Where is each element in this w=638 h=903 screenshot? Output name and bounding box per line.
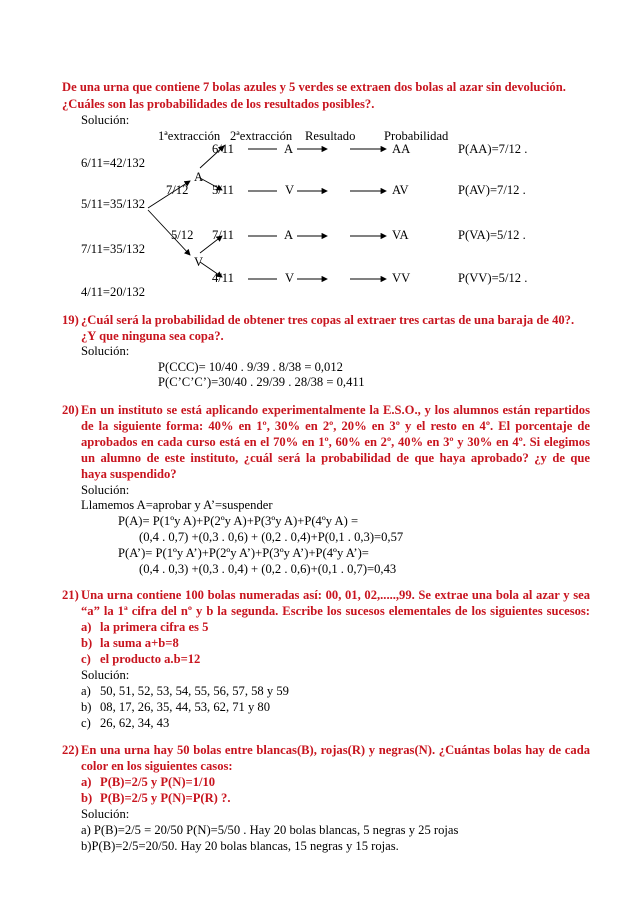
q22-text-line1: En una urna hay 50 bolas entre blancas(B), rojas(R) y negras(N). ¿Cuántas bolas hay de cada bbox=[81, 743, 590, 757]
tree-row2-second: V bbox=[285, 183, 295, 197]
tree-p1-V: 5/12 bbox=[171, 228, 194, 242]
q19-answer1: P(CCC)= 10/40 . 9/39 . 8/38 = 0,012 bbox=[158, 360, 343, 374]
q22-item-b: P(B)=2/5 y P(N)=P(R) ?. bbox=[100, 791, 231, 805]
q21-answer-a-key: a) bbox=[81, 684, 91, 698]
q22-number: 22) bbox=[62, 743, 79, 757]
q20-solution-line1: Llamemos A=aprobar y A’=suspender bbox=[81, 498, 273, 512]
q21-answer-a: 50, 51, 52, 53, 54, 55, 56, 57, 58 y 59 bbox=[100, 684, 289, 698]
tree-row1-second: A bbox=[284, 142, 294, 156]
q20-solution-line3: (0,4 . 0,7) +(0,3 . 0,6) + (0,2 . 0,4)+P(0,1 . 0,3)=0,57 bbox=[139, 530, 404, 544]
q21-answer-c-key: c) bbox=[81, 716, 91, 730]
q19-solution-label: Solución: bbox=[81, 344, 130, 358]
q21-item-a: la primera cifra es 5 bbox=[100, 620, 209, 634]
q21-item-b: la suma a+b=8 bbox=[100, 636, 179, 650]
tree-header-second-extraction: 2ªextracción bbox=[230, 129, 293, 143]
q21-answer-b: 08, 17, 26, 35, 44, 53, 62, 71 y 80 bbox=[100, 700, 271, 714]
q22-answer-b: b)P(B)=2/5=20/50. Hay 20 bolas blancas, 15 negras y 15 rojas. bbox=[81, 839, 399, 853]
q20-solution-line5: (0,4 . 0,3) +(0,3 . 0,4) + (0,2 . 0,6)+(0,1 . 0,7)=0,43 bbox=[139, 562, 397, 576]
tree-row3-second: A bbox=[284, 228, 294, 242]
q19-text-line1: ¿Cuál será la probabilidad de obtener tres copas al extraer tres cartas de una baraja de 40?. bbox=[81, 313, 575, 327]
tree-row2-p2: 5/11 bbox=[212, 183, 234, 197]
q20-solution-line4: P(A’)= P(1ºy A’)+P(2ºy A’)+P(3ºy A’)+P(4ºy A’)= bbox=[118, 546, 369, 560]
q20-text-line4: un alumno de este instituto, ¿cuál será la probabilidad de que haya aprobado? ¿y de que bbox=[81, 451, 590, 465]
tree-first-A: A bbox=[194, 170, 204, 184]
tree-row4-value: 4/11=20/132 bbox=[81, 285, 146, 299]
problem-statement-line2: ¿Cuáles son las probabilidades de los resultados posibles?. bbox=[62, 97, 375, 111]
q20-solution-label: Solución: bbox=[81, 483, 130, 497]
q19-text-line2: ¿Y que ninguna sea copa?. bbox=[81, 329, 224, 343]
tree-row1-prob: P(AA)=7/12 . bbox=[458, 142, 528, 156]
tree-row4-prob: P(VV)=5/12 . bbox=[458, 271, 528, 285]
q20-solution-line2: P(A)= P(1ºy A)+P(2ºy A)+P(3ºy A)+P(4ºy A) = bbox=[118, 514, 359, 528]
tree-header-result: Resultado bbox=[305, 129, 356, 143]
q21-text-line1: Una urna contiene 100 bolas numeradas así: 00, 01, 02,.....,99. Se extrae una bola al azar y sea bbox=[81, 588, 590, 602]
tree-row3-p2: 7/11 bbox=[212, 228, 234, 242]
q19-answer2: P(C’C’C’)=30/40 . 29/39 . 28/38 = 0,411 bbox=[158, 375, 365, 389]
tree-row3-value: 7/11=35/132 bbox=[81, 242, 146, 256]
tree-header-first-extraction: 1ªextracción bbox=[158, 129, 221, 143]
tree-row4-second: V bbox=[285, 271, 295, 285]
q21-answer-b-key: b) bbox=[81, 700, 92, 714]
q22-item-a-key: a) bbox=[81, 775, 92, 789]
q21-number: 21) bbox=[62, 588, 79, 602]
q20-text-line1: En un instituto se está aplicando experimentalmente la E.S.O., y los alumnos están repartidos bbox=[81, 403, 590, 417]
tree-row2-result: AV bbox=[392, 183, 409, 197]
q22-answer-a: a) P(B)=2/5 = 20/50 P(N)=5/50 . Hay 20 bolas blancas, 5 negras y 25 rojas bbox=[81, 823, 459, 837]
q22-item-a: P(B)=2/5 y P(N)=1/10 bbox=[100, 775, 216, 789]
tree-header-probability: Probabilidad bbox=[384, 129, 449, 143]
q21-item-b-key: b) bbox=[81, 636, 93, 650]
q21-item-c: el producto a.b=12 bbox=[100, 652, 201, 666]
tree-p1-A: 7/12 bbox=[166, 183, 189, 197]
tree-row1-result: AA bbox=[392, 142, 411, 156]
tree-row2-prob: P(AV)=7/12 . bbox=[458, 183, 526, 197]
tree-row2-value: 5/11=35/132 bbox=[81, 197, 146, 211]
q21-text-line2: “a” la 1ª cifra del nº y b la segunda. Escribe los sucesos elementales de los siguientes sucesos: bbox=[81, 604, 590, 618]
tree-row3-prob: P(VA)=5/12 . bbox=[458, 228, 526, 242]
tree-row3-result: VA bbox=[392, 228, 409, 242]
q22-item-b-key: b) bbox=[81, 791, 93, 805]
tree-first-V: V bbox=[194, 255, 204, 269]
q20-text-line3: aprobados en cada curso está en el 70% en 1º, 60% en 2º, 40% en 3º y 30% en 4º. Si elegimos bbox=[81, 435, 590, 449]
tree-row1-value: 6/11=42/132 bbox=[81, 156, 146, 170]
tree-row1-p2: 6/11 bbox=[212, 142, 234, 156]
q21-solution-label: Solución: bbox=[81, 668, 130, 682]
problem-statement-line1: De una urna que contiene 7 bolas azules y 5 verdes se extraen dos bolas al azar sin devolución. bbox=[62, 80, 566, 94]
q20-number: 20) bbox=[62, 403, 79, 417]
q21-item-a-key: a) bbox=[81, 620, 92, 634]
q20-text-line2: de la siguiente forma: 40% en 1º, 30% en 2º, 20% en 3º y el resto en 4º. El porcentaje de bbox=[81, 419, 590, 433]
solution-label: Solución: bbox=[81, 113, 130, 127]
q21-answer-c: 26, 62, 34, 43 bbox=[100, 716, 170, 730]
tree-row4-p2: 4/11 bbox=[212, 271, 234, 285]
q19-number: 19) bbox=[62, 313, 79, 327]
q20-text-line5: haya suspendido? bbox=[81, 467, 177, 481]
q22-solution-label: Solución: bbox=[81, 807, 130, 821]
q22-text-line2: color en los siguientes casos: bbox=[81, 759, 233, 773]
q21-item-c-key: c) bbox=[81, 652, 91, 666]
tree-row4-result: VV bbox=[392, 271, 411, 285]
